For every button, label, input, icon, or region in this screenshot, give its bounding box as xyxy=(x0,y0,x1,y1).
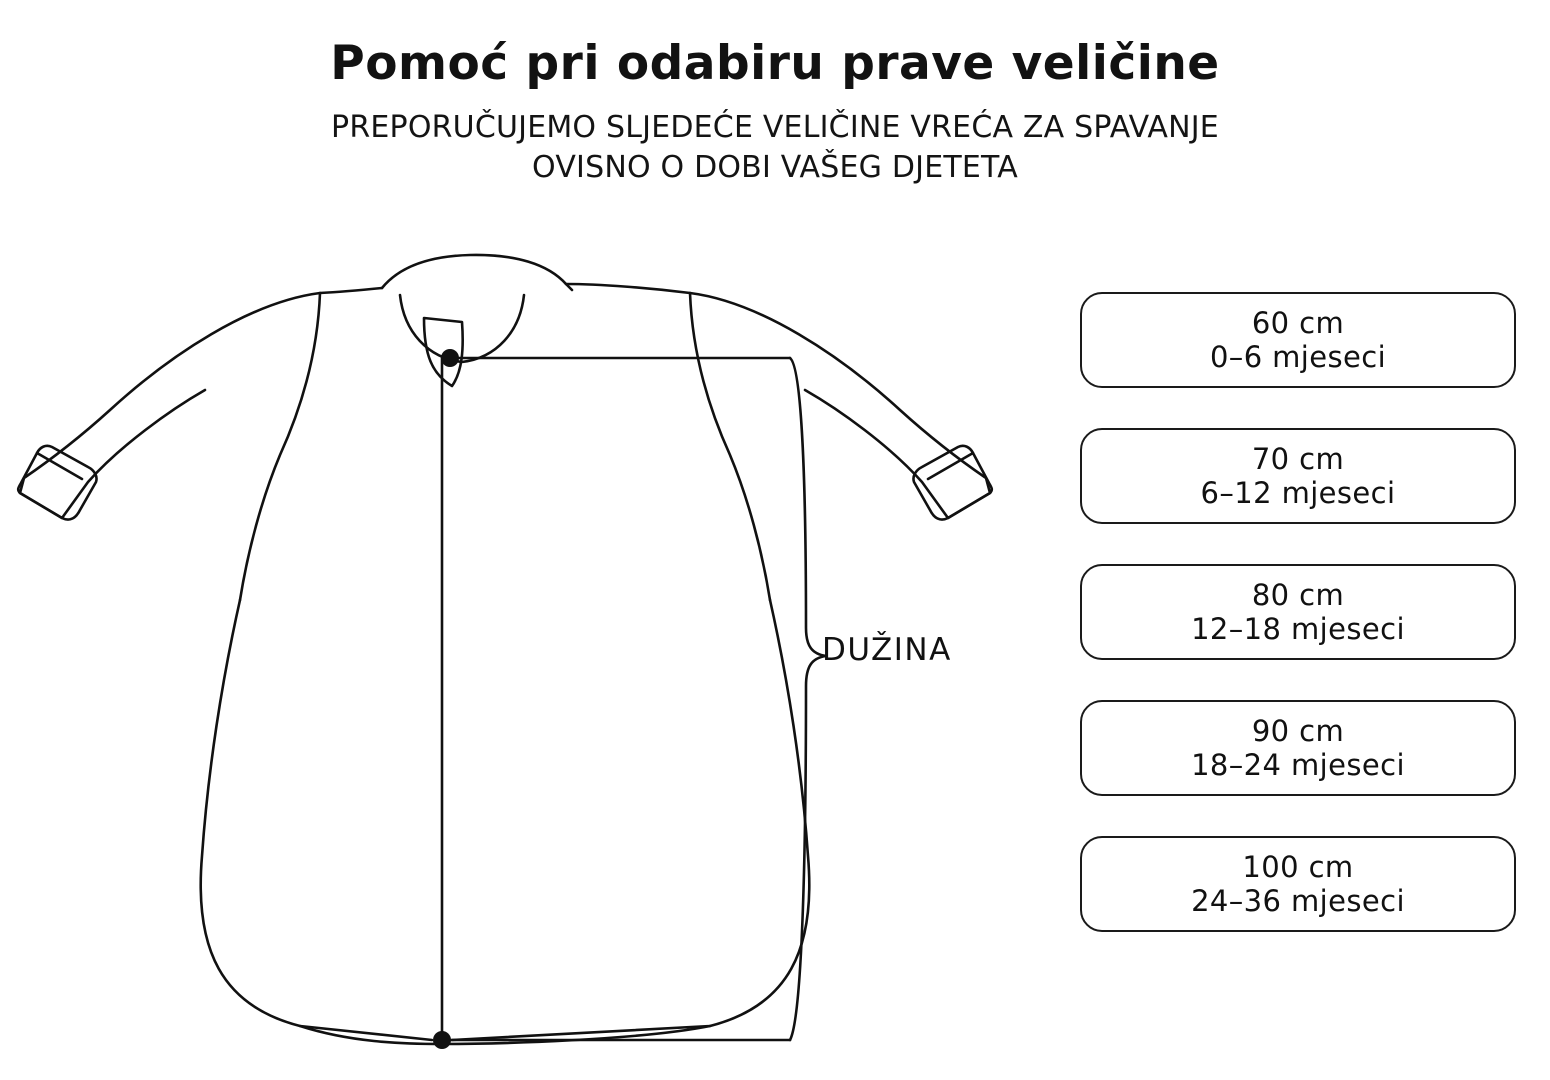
size-age-range: 24–36 mjeseci xyxy=(1191,884,1405,918)
page-title: Pomoć pri odabiru prave veličine xyxy=(330,36,1220,91)
size-age-range: 6–12 mjeseci xyxy=(1200,476,1396,510)
size-card[interactable] xyxy=(1080,564,1516,660)
size-card[interactable] xyxy=(1080,292,1516,388)
size-age-range: 0–6 mjeseci xyxy=(1209,340,1387,374)
size-value: 60 cm xyxy=(1251,305,1345,340)
subtitle-line-2: OVISNO O DOBI VAŠEG DJETETA xyxy=(532,150,1018,186)
size-value: 70 cm xyxy=(1251,441,1345,476)
size-age-range: 18–24 mjeseci xyxy=(1191,748,1405,782)
size-card-list xyxy=(1080,292,1516,972)
header xyxy=(0,38,1550,189)
size-value: 80 cm xyxy=(1251,577,1345,612)
size-value: 100 cm xyxy=(1242,849,1354,884)
size-card[interactable] xyxy=(1080,428,1516,524)
page-subtitle xyxy=(0,108,1550,189)
measurement-point-bottom xyxy=(433,1031,451,1049)
measurement-label: DUŽINA xyxy=(822,632,952,668)
size-card[interactable] xyxy=(1080,700,1516,796)
subtitle-line-1: PREPORUČUJEMO SLJEDEĆE VELIČINE VREĆA ZA SPAVANJE xyxy=(331,109,1219,145)
measurement-point-top xyxy=(441,349,459,367)
size-age-range: 12–18 mjeseci xyxy=(1191,612,1405,646)
size-card[interactable] xyxy=(1080,836,1516,932)
size-value: 90 cm xyxy=(1251,713,1345,748)
